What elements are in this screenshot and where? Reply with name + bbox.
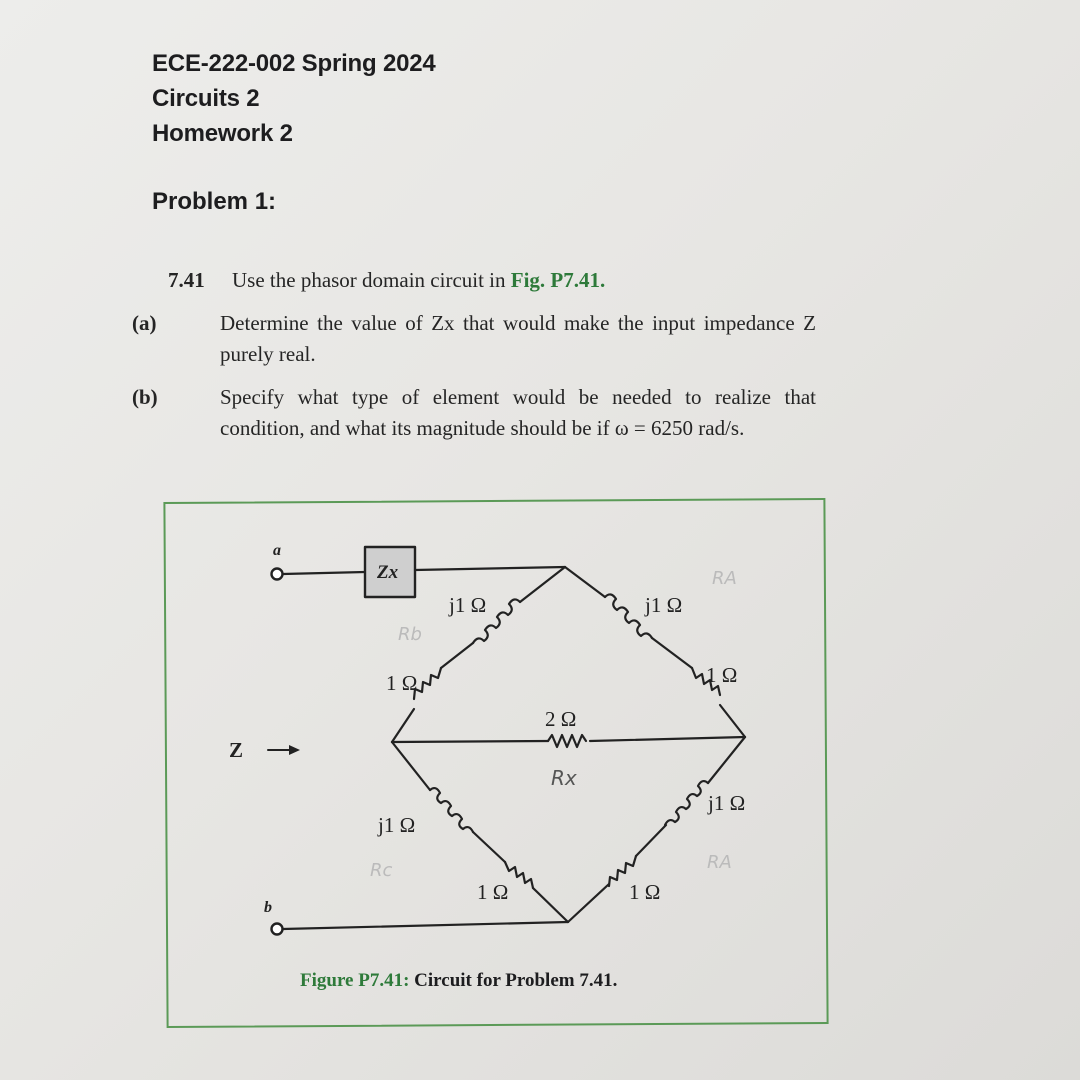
input-impedance-label: Z <box>229 738 244 762</box>
wire-bottom-right-2 <box>636 825 666 856</box>
wire-middle-right <box>590 737 745 741</box>
label-upper-left-resistor: 1 Ω <box>386 671 418 695</box>
problem-heading: Problem 1: <box>152 188 277 215</box>
wire-middle-left <box>392 741 548 742</box>
wire-top-left-1 <box>520 567 565 602</box>
wire-bottom-right-1 <box>708 737 745 783</box>
resistor-upper-left <box>414 668 441 699</box>
handwritten-rb: Rb <box>398 624 422 645</box>
wire-top-left-3 <box>392 709 414 742</box>
wire-top-right-2 <box>652 638 692 668</box>
wire-bottom-left-2 <box>473 832 505 862</box>
resistor-middle <box>548 735 586 747</box>
wire-bottom-left-1 <box>392 742 430 790</box>
wire-top-right-3 <box>720 705 745 737</box>
label-lower-right-inductor: j1 Ω <box>708 791 746 815</box>
part-b-text: Specify what type of element would be needed to realize that condition, and what its magnitude should be if ω = 6250 rad/s. <box>220 385 816 440</box>
terminal-a <box>272 569 283 580</box>
wire-bottom-right-3 <box>568 884 609 922</box>
caption-text: Circuit for Problem 7.41. <box>414 970 618 991</box>
label-upper-left-inductor: j1 Ω <box>449 593 487 617</box>
z-arrow-head <box>289 745 300 755</box>
part-a-text: Determine the value of Zx that would make the input impedance Z purely real. <box>220 311 816 366</box>
label-middle-resistor: 2 Ω <box>545 707 577 731</box>
wire-top-right-1 <box>565 567 605 597</box>
wire-bottom-left-3 <box>533 888 568 922</box>
caption-label: Figure P7.41: <box>300 970 410 991</box>
problem-intro: Use the phasor domain circuit in <box>232 268 506 292</box>
terminal-b <box>272 924 283 935</box>
resistor-lower-left <box>505 862 533 888</box>
part-b-label: (b) <box>132 385 158 409</box>
label-upper-right-resistor: 1 Ω <box>706 663 738 687</box>
handwritten-ra-upper: RA <box>712 568 737 589</box>
wire-top-left-2 <box>441 643 473 668</box>
label-lower-left-resistor: 1 Ω <box>477 880 509 904</box>
node-a-label: a <box>273 542 281 559</box>
figure-caption <box>300 970 617 992</box>
subject-line: Circuits 2 <box>152 85 260 112</box>
assignment-line: Homework 2 <box>152 120 293 147</box>
problem-number: 7.41 <box>168 268 205 292</box>
wire-b-to-bottom-node <box>283 922 568 929</box>
inductor-lower-left <box>430 788 473 832</box>
course-line: ECE-222-002 Spring 2024 <box>152 50 436 77</box>
handwritten-ra-lower: RA <box>707 852 732 873</box>
figure-reference: Fig. P7.41. <box>510 268 606 292</box>
wire-zx-to-top-node <box>415 567 565 570</box>
zx-box-label: Zx <box>377 562 399 583</box>
label-upper-right-inductor: j1 Ω <box>645 593 683 617</box>
label-lower-left-inductor: j1 Ω <box>378 813 416 837</box>
node-b-label: b <box>264 899 272 916</box>
part-a-label: (a) <box>132 311 157 335</box>
inductor-lower-right <box>665 781 708 825</box>
handwritten-rc: Rc <box>370 860 393 881</box>
handwritten-rx: Rx <box>551 766 577 790</box>
wire-a-to-zx <box>283 572 365 574</box>
label-lower-right-resistor: 1 Ω <box>629 880 661 904</box>
